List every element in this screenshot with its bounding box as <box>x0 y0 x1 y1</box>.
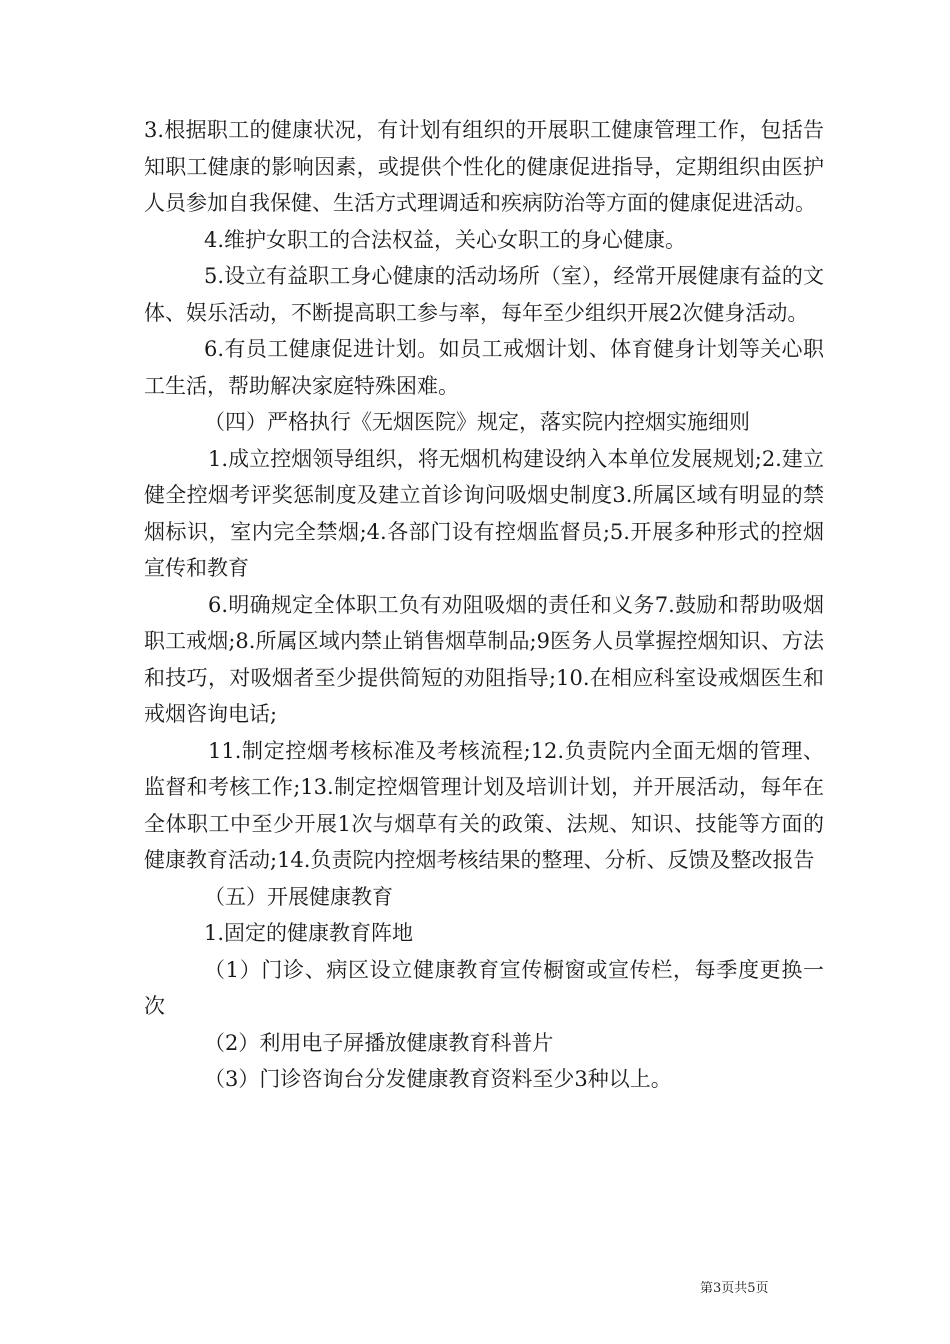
paragraph: 1.成立控烟领导组织，将无烟机构建设纳入本单位发展规划;2.建立健全控烟考评奖惩制度及建立首诊询问吸烟史制度3.所属区域有明显的禁烟标识，室内完全禁烟;4.各部门设有控烟监督员;5.开展多种形式的控烟宣传和教育 <box>144 446 824 580</box>
paragraph: 1.固定的健康教育阵地 <box>204 921 414 945</box>
paragraph: 5.设立有益职工身心健康的活动场所（室），经常开展健康有益的文体、娱乐活动，不断提高职工参与率，每年至少组织开展2次健身活动。 <box>144 264 824 325</box>
paragraph: （2）利用电子屏播放健康教育科普片 <box>204 1030 554 1055</box>
paragraph: 6.有员工健康促进计划。如员工戒烟计划、体育健身计划等关心职工生活，帮助解决家庭特殊困难。 <box>144 337 824 398</box>
paragraph: 4.维护女职工的合法权益，关心女职工的身心健康。 <box>204 227 687 252</box>
paragraph: 11.制定控烟考核标准及考核流程;12.负责院内全面无烟的管理、监督和考核工作;13.制定控烟管理计划及培训计划，并开展活动，每年在全体职工中至少开展1次与烟草有关的政策、法规、知识、技能等方面的健康教育活动;14.负责院内控烟考核结果的整理、分析、反馈及整改报告 <box>144 738 824 872</box>
section-heading: （五）开展健康教育 <box>204 884 393 909</box>
document-body <box>144 112 824 1098</box>
paragraph: （1）门诊、病区设立健康教育宣传橱窗或宣传栏，每季度更换一次 <box>144 957 824 1018</box>
paragraph: （3）门诊咨询台分发健康教育资料至少3种以上。 <box>204 1067 672 1091</box>
paragraph: 3.根据职工的健康状况，有计划有组织的开展职工健康管理工作，包括告知职工健康的影响因素，或提供个性化的健康促进指导，定期组织由医护人员参加自我保健、生活方式理调适和疾病防治等方面的健康促进活动。 <box>144 118 824 215</box>
section-heading: （四）严格执行《无烟医院》规定，落实院内控烟实施细则 <box>204 410 750 434</box>
paragraph: 6.明确规定全体职工负有劝阻吸烟的责任和义务7.鼓励和帮助吸烟职工戒烟;8.所属区域内禁止销售烟草制品;9医务人员掌握控烟知识、方法和技巧，对吸烟者至少提供简短的劝阻指导;10.在相应科室设戒烟医生和戒烟咨询电话; <box>144 592 824 726</box>
page-number-footer: 第3页共5页 <box>700 1281 769 1296</box>
